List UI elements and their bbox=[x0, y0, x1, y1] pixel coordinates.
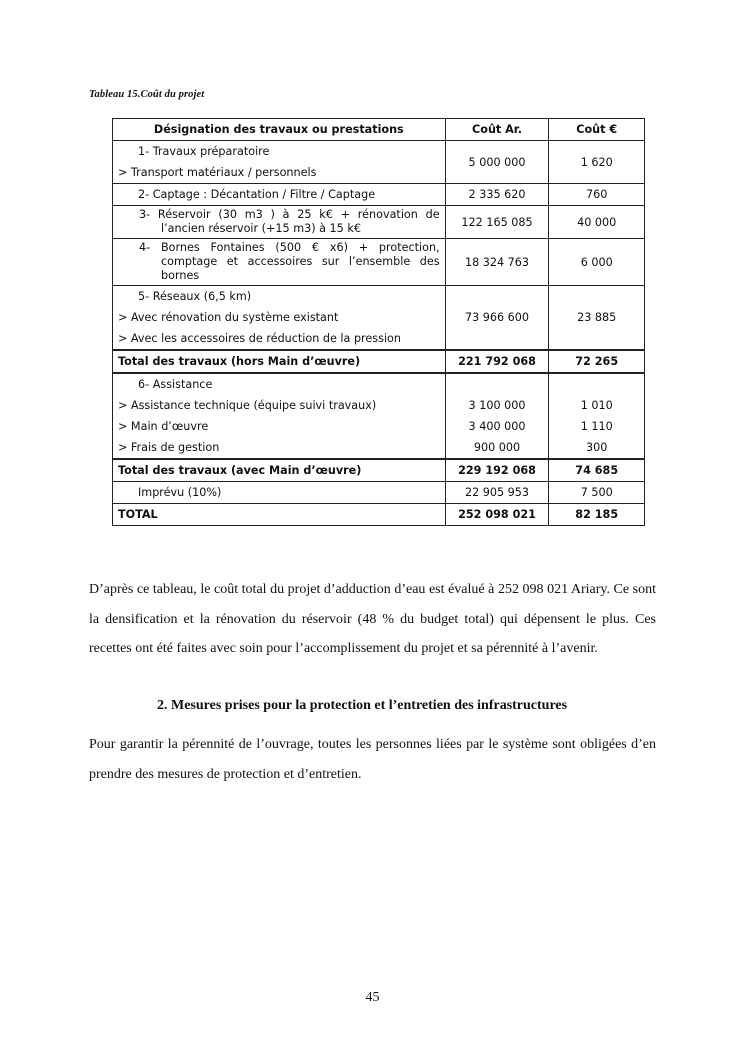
cost-euro-cell: 23 885 bbox=[549, 286, 645, 351]
row-line: > Main d’œuvre bbox=[118, 420, 209, 433]
cost-line: 300 bbox=[586, 441, 608, 454]
cost-euro-cell: 1 620 bbox=[549, 141, 645, 184]
subtotal-row bbox=[113, 350, 645, 373]
row-line: 3- Réservoir (30 m3 ) à 25 k€ + rénovation de l’ancien réservoir (+15 m3) à 15 k€ bbox=[139, 208, 440, 235]
row-designation bbox=[113, 239, 446, 286]
row-line: > Avec rénovation du système existant bbox=[118, 311, 339, 324]
cost-ariary-cell: 221 792 068 bbox=[445, 350, 549, 373]
table-row bbox=[113, 206, 645, 239]
table-caption: Tableau 15.Coût du projet bbox=[89, 89, 205, 100]
cost-euro-cell: 40 000 bbox=[549, 206, 645, 239]
row-line: > Transport matériaux / personnels bbox=[118, 166, 317, 179]
cost-euro-cell: 74 685 bbox=[549, 459, 645, 482]
cost-line bbox=[549, 374, 644, 395]
header-designation: Désignation des travaux ou prestations bbox=[113, 119, 446, 141]
cost-euro-cell: 72 265 bbox=[549, 350, 645, 373]
row-designation bbox=[113, 373, 446, 459]
row-line: 5- Réseaux (6,5 km) bbox=[138, 290, 252, 303]
cost-ariary-cell: 73 966 600 bbox=[445, 286, 549, 351]
paragraph-maintenance: Pour garantir la pérennité de l’ouvrage, toutes les personnes liées par le système sont obligées d’en prendre des mesures de protection et d’entretien. bbox=[89, 737, 656, 782]
row-designation bbox=[113, 286, 446, 351]
row-line: > Avec les accessoires de réduction de la pression bbox=[118, 332, 401, 345]
cost-line: 3 100 000 bbox=[468, 399, 526, 412]
row-line: 4- Bornes Fontaines (500 € x6) + protection, comptage et accessoires sur l’ensemble des bornes bbox=[139, 241, 440, 282]
cost-ariary-cell: 22 905 953 bbox=[445, 482, 549, 504]
cost-ariary-cell: 122 165 085 bbox=[445, 206, 549, 239]
cost-ariary-cell: 2 335 620 bbox=[445, 184, 549, 206]
cost-ariary-cell bbox=[445, 373, 549, 459]
cost-line: 3 400 000 bbox=[468, 420, 526, 433]
header-cost-euro: Coût € bbox=[549, 119, 645, 141]
table-row bbox=[113, 141, 645, 184]
subtotal-row bbox=[113, 459, 645, 482]
cost-euro-cell: 82 185 bbox=[549, 504, 645, 526]
table-row bbox=[113, 239, 645, 286]
row-line: 6- Assistance bbox=[138, 378, 213, 391]
row-designation bbox=[113, 206, 446, 239]
cost-ariary-cell: 252 098 021 bbox=[445, 504, 549, 526]
cost-ariary-cell: 229 192 068 bbox=[445, 459, 549, 482]
row-line: 2- Captage : Décantation / Filtre / Captage bbox=[138, 188, 376, 201]
row-line: > Assistance technique (équipe suivi travaux) bbox=[118, 399, 377, 412]
table-row bbox=[113, 482, 645, 504]
cost-ariary-cell: 5 000 000 bbox=[445, 141, 549, 184]
cost-line: 1 010 bbox=[580, 399, 613, 412]
table-row bbox=[113, 184, 645, 206]
cost-line: 1 110 bbox=[580, 420, 613, 433]
cost-line: 900 000 bbox=[473, 441, 521, 454]
cost-euro-cell: 760 bbox=[549, 184, 645, 206]
table-row bbox=[113, 286, 645, 351]
row-designation bbox=[113, 141, 446, 184]
row-designation bbox=[113, 184, 446, 206]
subtotal-label: Total des travaux (avec Main d’œuvre) bbox=[113, 459, 446, 482]
table-row bbox=[113, 373, 645, 459]
total-row bbox=[113, 504, 645, 526]
subtotal-label: Total des travaux (hors Main d’œuvre) bbox=[113, 350, 446, 373]
total-label: TOTAL bbox=[113, 504, 446, 526]
cost-euro-cell bbox=[549, 373, 645, 459]
cost-ariary-cell: 18 324 763 bbox=[445, 239, 549, 286]
paragraph-cost-summary: D’après ce tableau, le coût total du projet d’adduction d’eau est évalué à 252 098 021 Ariary. Ce sont la densification et la rénovation du réservoir (48 % du budget total) qui dépensent le plus. Ces recettes ont été faites avec soin pour l’accomplissement du projet et sa pérennité à l’avenir. bbox=[89, 582, 656, 656]
cost-line bbox=[446, 374, 549, 395]
page-number: 45 bbox=[365, 990, 380, 1005]
header-cost-ariary: Coût Ar. bbox=[445, 119, 549, 141]
row-line: > Frais de gestion bbox=[118, 441, 220, 454]
table-header-row bbox=[113, 119, 645, 141]
cost-euro-cell: 6 000 bbox=[549, 239, 645, 286]
cost-table bbox=[112, 118, 645, 526]
row-line: 1- Travaux préparatoire bbox=[138, 145, 270, 158]
section-heading: 2. Mesures prises pour la protection et l’entretien des infrastructures bbox=[157, 698, 568, 713]
cost-euro-cell: 7 500 bbox=[549, 482, 645, 504]
row-designation: Imprévu (10%) bbox=[113, 482, 446, 504]
